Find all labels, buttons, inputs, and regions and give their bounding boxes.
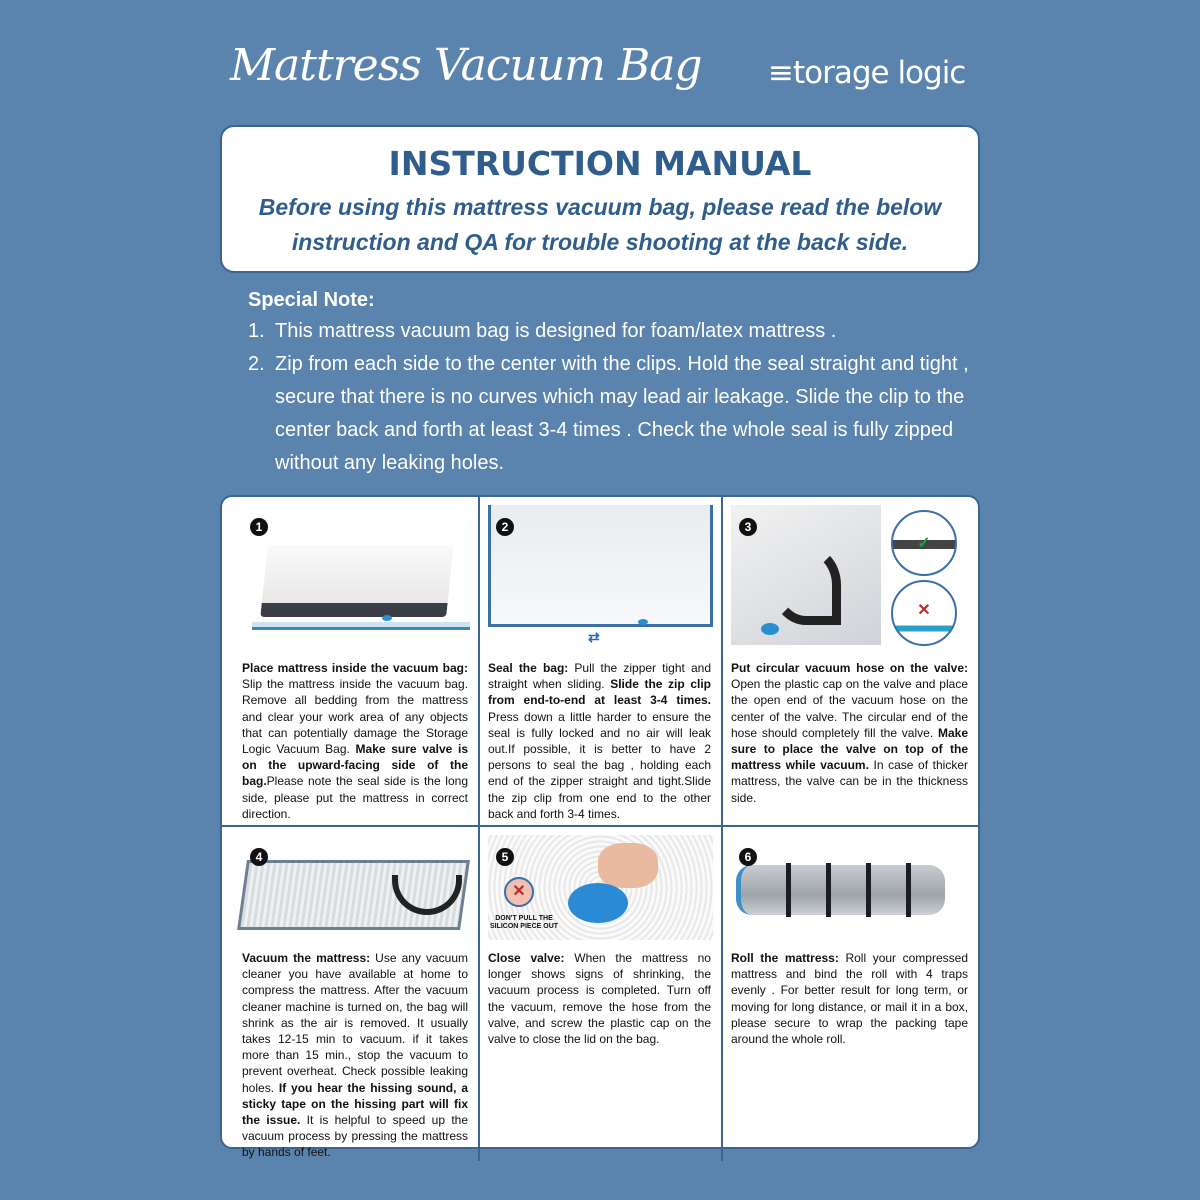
- step-4-image: [242, 835, 470, 940]
- step-text-bold: If you hear the hissing sound, a sticky tape on the hissing part will fix the issue.: [242, 1080, 468, 1128]
- hose-icon: [771, 545, 841, 625]
- step-4: [222, 827, 480, 1161]
- step-1: [222, 497, 480, 827]
- note-item: [248, 315, 978, 348]
- valve-icon: [382, 615, 392, 621]
- step-number: 4: [250, 848, 268, 866]
- step-text: [731, 950, 970, 1047]
- step-number: 5: [496, 848, 514, 866]
- no-pull-icon: ✕: [504, 877, 534, 907]
- step-text-segment: Please note the seal side is the long side, please put the mattress in correct direction.: [242, 774, 468, 821]
- subtitle-line-1: Before using this mattress vacuum bag, please read the below: [258, 194, 942, 220]
- step-text-bold: Seal the bag:: [488, 661, 569, 675]
- step-text-segment: Open the plastic cap on the valve and place the open end of the vacuum hose on the center of the valve. The circular end of the hose should completely fill the valve.: [731, 677, 968, 740]
- step-text-bold: Roll the mattress:: [731, 951, 839, 965]
- note-number: 2.: [248, 353, 265, 375]
- special-note: [248, 285, 978, 480]
- step-text-bold: Make sure to place the valve on top of the mattress while vacuum.: [731, 725, 968, 773]
- manual-heading: INSTRUCTION MANUAL: [388, 144, 812, 183]
- valve-icon: [638, 619, 648, 625]
- note-item: [248, 348, 978, 480]
- step-1-image: [242, 505, 470, 650]
- subtitle-line-2: instruction and QA for trouble shooting at the back side.: [291, 229, 909, 255]
- hand-illustration: [598, 843, 658, 888]
- step-text: [242, 950, 470, 1161]
- step-text-segment: Use any vacuum cleaner you have available at home to compress the mattress. After the vacuum cleaner machine is turned on, the bag will shrink as the air is removed. It usually takes 12-15 min to vacuum. if it takes more than 15 min., stop the vacuum to prevent overheat. Check possible leaking holes.: [242, 951, 468, 1095]
- step-text-bold: Place mattress inside the vacuum bag:: [242, 661, 468, 675]
- step-text-segment: Pull the zipper tight and straight when sliding.: [488, 661, 712, 692]
- step-3-image: [731, 505, 970, 650]
- step-text-segment: Slip the mattress inside the vacuum bag. Remove all bedding from the mattress and clear your work area of any objects that can potentially damage the Storage Logic Vacuum Bag.: [242, 677, 468, 757]
- mattress-illustration: [260, 545, 454, 617]
- check-icon: ✓: [891, 510, 957, 576]
- step-text-bold: Close valve:: [488, 951, 565, 965]
- step-number: 3: [739, 518, 757, 536]
- steps-grid: [220, 495, 980, 1160]
- step-text: [242, 660, 470, 822]
- step-text-segment: It is helpful to speed up the vacuum process by pressing the mattress by hands of feet.: [242, 1113, 468, 1160]
- note-text: Zip from each side to the center with the clips. Hold the seal straight and tight , secure that there is no curves which may lead air leakage. Slide the clip to the center back and forth at least 3-4 times . Check the whole seal is fully zipped without any leaking holes.: [275, 353, 969, 474]
- arrows-icon: ⇄: [588, 629, 600, 645]
- step-text-segment: When the mattress no longer shows signs of shrinking, the vacuum process is completed. Turn off the vacuum, remove the hose from the valve, and screw the plastic cap on the valve to close the lid on the bag.: [488, 951, 711, 1047]
- note-text: This mattress vacuum bag is designed for foam/latex mattress .: [275, 320, 837, 342]
- step-text: [488, 660, 713, 822]
- step-text-bold: Vacuum the mattress:: [242, 951, 371, 965]
- step-2: [480, 497, 723, 827]
- step-5-image: [488, 835, 713, 940]
- page-title: Mattress Vacuum Bag: [230, 40, 702, 91]
- step-text: [488, 950, 713, 1047]
- step-5: [480, 827, 723, 1161]
- step-6-image: [731, 835, 970, 940]
- step-text-bold: Make sure valve is on the upward-facing side of the bag.: [242, 742, 468, 789]
- step-text-segment: In case of thicker mattress, the valve can be in the thickness side.: [731, 758, 969, 805]
- instruction-header: [220, 125, 980, 273]
- brand-logo: ≡torage logic: [768, 55, 966, 91]
- step-6: [723, 827, 978, 1161]
- step-text-bold: Put circular vacuum hose on the valve:: [731, 661, 968, 675]
- valve-icon: [761, 623, 779, 635]
- warning-caption: DON'T PULL THE SILICON PIECE OUT: [489, 915, 559, 930]
- step-text: [731, 660, 970, 806]
- rolled-mattress: [736, 865, 945, 915]
- step-3: [723, 497, 978, 827]
- step-text-segment: Roll your compressed mattress and bind the roll with 4 traps evenly . For better result for long term, or moving for long distance, or mail it in a box, please secure to wrap the packing tape around the whole roll.: [731, 951, 968, 1047]
- step-number: 2: [496, 518, 514, 536]
- special-note-heading: Special Note:: [248, 289, 375, 311]
- valve-cap-icon: [568, 883, 628, 923]
- step-number: 6: [739, 848, 757, 866]
- step-number: 1: [250, 518, 268, 536]
- step-text-bold: Slide the zip clip from end-to-end at least 3-4 times.: [488, 677, 711, 708]
- step-text-segment: Press down a little harder to ensure the seal is fully locked and no air will leak out.If possible, it is better to have 2 persons to seal the bag , holding each end of the zipper straight and tight.Slide the zip clip from one end to the other back and forth 3-4 times.: [488, 709, 711, 821]
- step-2-image: [488, 505, 713, 650]
- cross-icon: ✕: [891, 580, 957, 646]
- note-number: 1.: [248, 320, 265, 342]
